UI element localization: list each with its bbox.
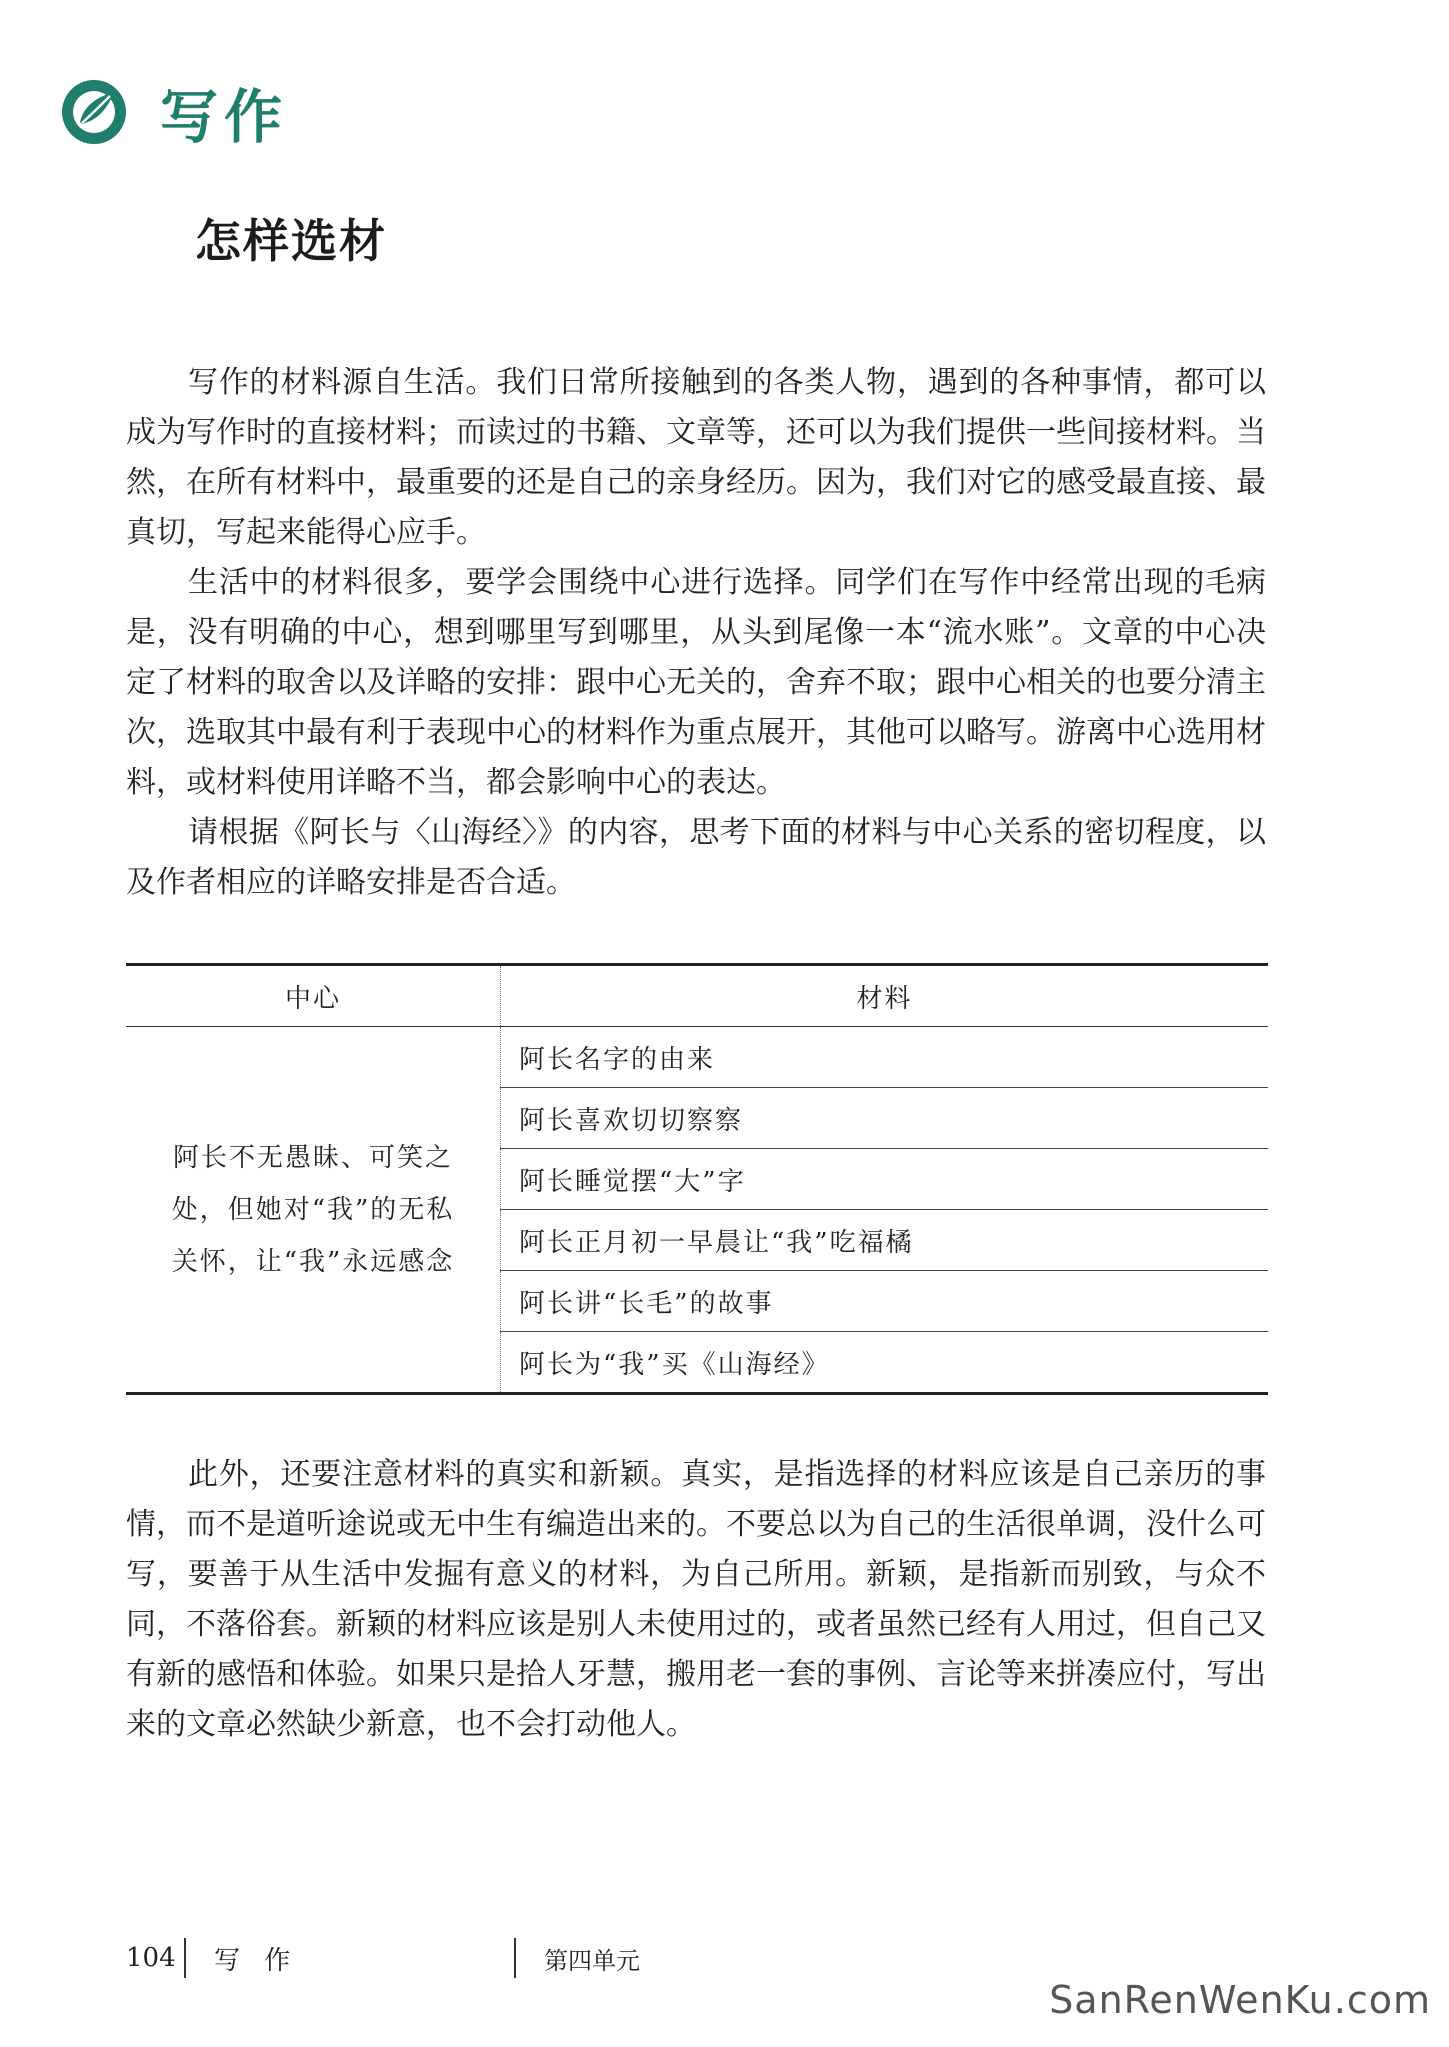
material-cell: 阿长名字的由来 <box>501 1027 1269 1088</box>
material-cell: 阿长为“我”买《山海经》 <box>501 1332 1269 1394</box>
column-header-materials: 材料 <box>501 965 1269 1027</box>
section-title: 写作 <box>160 83 289 151</box>
paragraph: 生活中的材料很多，要学会围绕中心进行选择。同学们在写作中经常出现的毛病是，没有明确的中心，想到哪里写到哪里，从头到尾像一本“流水账”。文章的中心决定了材料的取舍以及详略的安排：跟中心无关的，舍弃不取；跟中心相关的也要分清主次，选取其中最有利于表现中心的材料作为重点展开，其他可以略写。游离中心选用材料，或材料使用详略不当，都会影响中心的表达。 <box>126 565 1266 800</box>
paragraph: 写作的材料源自生活。我们日常所接触到的各类人物，遇到的各种事情，都可以成为写作时的直接材料；而读过的书籍、文章等，还可以为我们提供一些间接材料。当然，在所有材料中，最重要的还是自己的亲身经历。因为，我们对它的感受最直接、最真切，写起来能得心应手。 <box>126 365 1266 550</box>
closing-text <box>126 1450 1266 1750</box>
materials-table <box>126 963 1268 1395</box>
intro-text <box>126 358 1266 908</box>
material-cell: 阿长正月初一早晨让“我”吃福橘 <box>501 1210 1269 1271</box>
column-header-center: 中心 <box>126 965 501 1027</box>
center-cell <box>126 1027 501 1394</box>
page-title: 怎样选材 <box>195 214 387 268</box>
footer-section-label: 写 作 <box>214 1945 299 1976</box>
material-cell: 阿长讲“长毛”的故事 <box>501 1271 1269 1332</box>
paragraph: 此外，还要注意材料的真实和新颖。真实，是指选择的材料应该是自己亲历的事情，而不是道听途说或无中生有编造出来的。不要总以为自己的生活很单调，没什么可写，要善于从生活中发掘有意义的材料，为自己所用。新颖，是指新而别致，与众不同，不落俗套。新颖的材料应该是别人未使用过的，或者虽然已经有人用过，但自己又有新的感悟和体验。如果只是拾人牙慧，搬用老一套的事例、言论等来拼凑应付，写出来的文章必然缺少新意，也不会打动他人。 <box>126 1457 1266 1742</box>
page-footer <box>126 1936 640 1980</box>
watermark: SanRenWenKu.com <box>1049 1978 1431 2022</box>
table-header-row <box>126 965 1268 1027</box>
section-header <box>60 72 288 152</box>
center-line: 关怀，让“我”永远感念 <box>171 1246 455 1277</box>
page-number: 104 <box>126 1943 176 1973</box>
footer-divider <box>184 1938 186 1978</box>
center-line: 处，但她对“我”的无私 <box>171 1194 455 1225</box>
table-row <box>126 1027 1268 1088</box>
footer-divider <box>514 1938 516 1978</box>
footer-unit-label: 第四单元 <box>544 1946 640 1975</box>
material-cell: 阿长睡觉摆“大”字 <box>501 1149 1269 1210</box>
paragraph: 请根据《阿长与〈山海经〉》的内容，思考下面的材料与中心关系的密切程度，以及作者相应的详略安排是否合适。 <box>126 815 1266 900</box>
material-cell: 阿长喜欢切切察察 <box>501 1088 1269 1149</box>
center-line: 阿长不无愚昧、可笑之 <box>172 1142 453 1173</box>
writing-leaf-logo-icon <box>60 78 128 146</box>
